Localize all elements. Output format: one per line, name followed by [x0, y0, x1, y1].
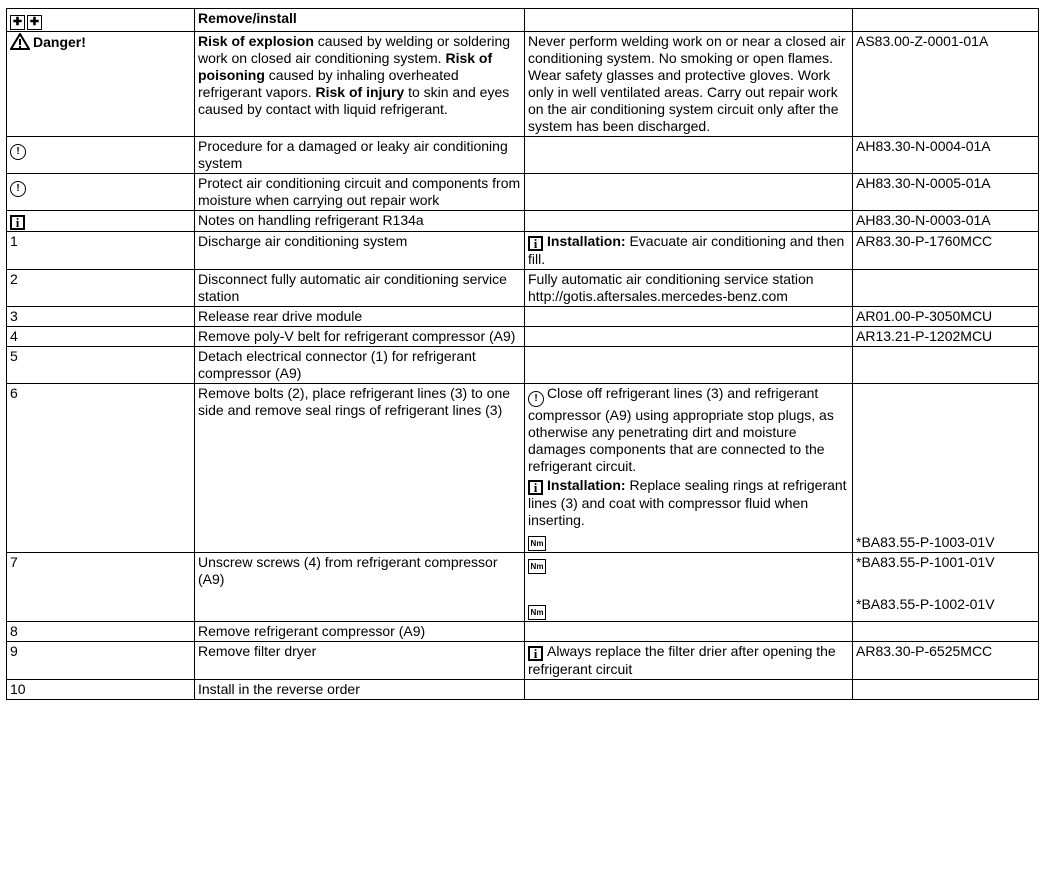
step-row [7, 680, 1039, 700]
step-number: 1 [7, 232, 195, 270]
risk-text: to skin and eyes caused by contact with liquid refrigerant. [198, 84, 510, 117]
step-number: 8 [7, 622, 195, 642]
torque-code-link[interactable]: *BA83.55-P-1002-01V [856, 596, 995, 612]
tool-name: Fully automatic air conditioning service station [528, 271, 814, 287]
note-code-link[interactable]: AH83.30-N-0003-01A [853, 211, 1039, 232]
step-text: Discharge air conditioning system [195, 232, 525, 270]
note-empty-cell [525, 174, 853, 211]
header-title: Remove/install [195, 9, 525, 32]
step-code-link[interactable]: AR83.30-P-6525MCC [853, 642, 1039, 680]
step-text: Unscrew screws (4) from refrigerant compressor (A9) [195, 553, 525, 622]
installation-text: Replace sealing rings at refrigerant lines (3) and coat with compressor fluid when inserting. [528, 477, 847, 528]
step-row [7, 232, 1039, 270]
header-icons-cell [7, 9, 195, 32]
header-empty-cell [525, 9, 853, 32]
note-icon-cell [7, 174, 195, 211]
installation-text: Evacuate air conditioning and then fill. [528, 233, 845, 267]
step-empty-cell [853, 622, 1039, 642]
step-number: 3 [7, 307, 195, 327]
step-empty-cell [525, 347, 853, 384]
install-icon: ✚ [27, 15, 42, 30]
step-text: Remove bolts (2), place refrigerant lines (3) to one side and remove seal rings of refrigerant lines (3) [195, 384, 525, 553]
warning-triangle-icon [10, 33, 30, 50]
torque-icon: Nm [528, 605, 546, 620]
header-empty-cell [853, 9, 1039, 32]
note-row [7, 174, 1039, 211]
info-icon: i [528, 236, 543, 251]
note-empty-cell [525, 137, 853, 174]
step-note-cell [525, 553, 853, 622]
risk-text: caused by inhaling overheated refrigerant vapors. [198, 67, 459, 100]
danger-measures-cell: Never perform welding work on or near a closed air conditioning system. No smoking or open flames. Wear safety glasses and protective gloves. Work only in well ventilated areas. Carry out repair work on the air conditioning system circuit only after the system has been discharged. [525, 32, 853, 137]
risk-text: caused by welding or soldering work on closed air conditioning system. [198, 33, 511, 66]
torque-code-link[interactable]: *BA83.55-P-1003-01V [856, 534, 995, 550]
step-number: 4 [7, 327, 195, 347]
step-note-cell [525, 232, 853, 270]
step-text: Remove refrigerant compressor (A9) [195, 622, 525, 642]
note-row [7, 137, 1039, 174]
step-note-cell [525, 642, 853, 680]
step-code-link[interactable]: AR01.00-P-3050MCU [853, 307, 1039, 327]
installation-label: Installation: [547, 233, 626, 249]
info-icon: i [528, 480, 543, 495]
step-number: 5 [7, 347, 195, 384]
danger-risks-cell [195, 32, 525, 137]
danger-label: Danger! [33, 34, 86, 50]
info-icon: i [10, 215, 25, 230]
info-icon: i [528, 646, 543, 661]
note-row [7, 211, 1039, 232]
risk-title: Risk of injury [315, 84, 405, 100]
danger-row [7, 32, 1039, 137]
step-empty-cell [853, 270, 1039, 307]
note-code-link[interactable]: AH83.30-N-0004-01A [853, 137, 1039, 174]
step-note-cell [525, 384, 853, 553]
step-text: Remove poly-V belt for refrigerant compressor (A9) [195, 327, 525, 347]
note-empty-cell [525, 211, 853, 232]
step-row [7, 347, 1039, 384]
procedure-table [6, 8, 1039, 700]
step-empty-cell [525, 622, 853, 642]
note-code-link[interactable]: AH83.30-N-0005-01A [853, 174, 1039, 211]
note-icon-cell [7, 137, 195, 174]
note-text: Protect air conditioning circuit and components from moisture when carrying out repair work [195, 174, 525, 211]
note-text: Procedure for a damaged or leaky air conditioning system [195, 137, 525, 174]
step-empty-cell [853, 347, 1039, 384]
step-row [7, 307, 1039, 327]
step-empty-cell [525, 680, 853, 700]
step-code-cell [853, 384, 1039, 553]
step-row [7, 270, 1039, 307]
attention-icon: ! [10, 144, 26, 160]
attention-icon: ! [528, 391, 544, 407]
attention-text: Close off refrigerant lines (3) and refrigerant compressor (A9) using appropriate stop plugs, as otherwise any penetrating dirt and moisture damages components that are connected to the refrigerant circuit. [528, 385, 834, 474]
step-text: Install in the reverse order [195, 680, 525, 700]
step-number: 9 [7, 642, 195, 680]
remove-icon: ✚ [10, 15, 25, 30]
info-text: Always replace the filter drier after opening the refrigerant circuit [528, 643, 836, 677]
step-row [7, 553, 1039, 622]
step-empty-cell [853, 680, 1039, 700]
torque-code-link[interactable]: *BA83.55-P-1001-01V [856, 554, 995, 570]
step-text: Disconnect fully automatic air conditioning service station [195, 270, 525, 307]
installation-label: Installation: [547, 477, 626, 493]
step-text: Release rear drive module [195, 307, 525, 327]
danger-label-cell [7, 32, 195, 137]
step-row [7, 642, 1039, 680]
note-icon-cell [7, 211, 195, 232]
header-row [7, 9, 1039, 32]
risk-title: Risk of poisoning [198, 50, 493, 83]
step-empty-cell [525, 327, 853, 347]
step-number: 10 [7, 680, 195, 700]
step-empty-cell [525, 307, 853, 327]
step-code-cell [853, 553, 1039, 622]
step-text: Remove filter dryer [195, 642, 525, 680]
step-number: 6 [7, 384, 195, 553]
step-code-link[interactable]: AR13.21-P-1202MCU [853, 327, 1039, 347]
procedure-sheet [6, 8, 1038, 700]
torque-icon: Nm [528, 536, 546, 551]
step-number: 2 [7, 270, 195, 307]
note-text: Notes on handling refrigerant R134a [195, 211, 525, 232]
attention-icon: ! [10, 181, 26, 197]
step-row [7, 622, 1039, 642]
step-text: Detach electrical connector (1) for refrigerant compressor (A9) [195, 347, 525, 384]
risk-title: Risk of explosion [198, 33, 314, 49]
tool-url-link[interactable]: http://gotis.aftersales.mercedes-benz.com [528, 288, 788, 304]
step-number: 7 [7, 553, 195, 622]
step-row [7, 384, 1039, 553]
danger-code-link[interactable]: AS83.00-Z-0001-01A [853, 32, 1039, 137]
step-row [7, 327, 1039, 347]
step-code-link[interactable]: AR83.30-P-1760MCC [853, 232, 1039, 270]
step-tool-cell [525, 270, 853, 307]
torque-icon: Nm [528, 559, 546, 574]
